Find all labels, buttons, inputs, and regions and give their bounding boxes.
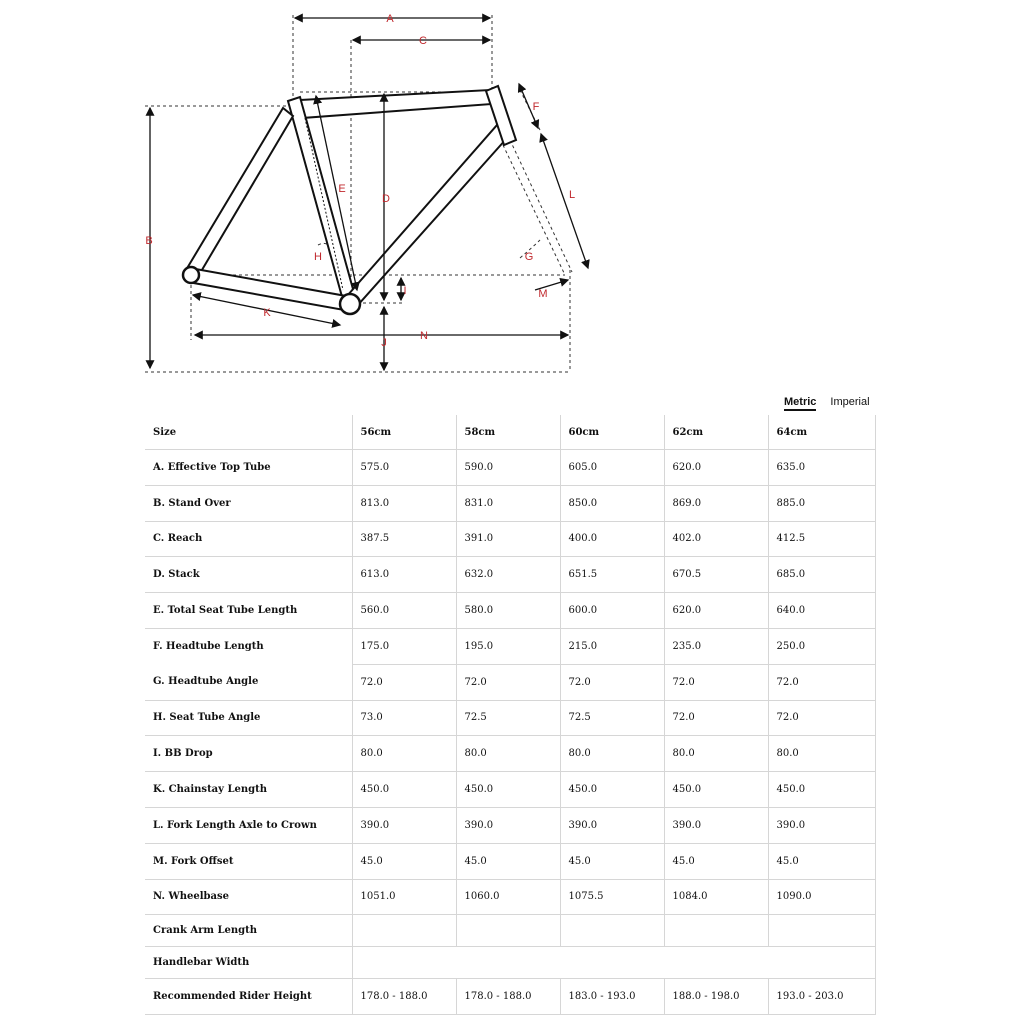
row-value: 391.0 xyxy=(456,521,560,557)
row-label: Handlebar Width xyxy=(145,947,352,979)
row-value: 72.0 xyxy=(768,664,875,700)
row-value: 402.0 xyxy=(664,521,768,557)
row-value: 80.0 xyxy=(456,736,560,772)
table-header-row xyxy=(145,415,875,450)
imperial-option[interactable]: Imperial xyxy=(830,396,870,408)
row-value: 600.0 xyxy=(560,593,664,629)
table-row xyxy=(145,700,875,736)
row-value: 450.0 xyxy=(664,772,768,808)
row-value: 575.0 xyxy=(352,450,456,486)
row-value: 450.0 xyxy=(560,772,664,808)
row-value: 175.0 xyxy=(352,628,456,664)
table-row xyxy=(145,521,875,557)
row-value: 869.0 xyxy=(664,485,768,521)
table-row xyxy=(145,450,875,486)
header-size-64: 64cm xyxy=(768,415,875,450)
table-row xyxy=(145,879,875,915)
row-label: C. Reach xyxy=(145,521,352,557)
row-label: I. BB Drop xyxy=(145,736,352,772)
row-value: 183.0 - 193.0 xyxy=(560,979,664,1015)
row-label: E. Total Seat Tube Length xyxy=(145,593,352,629)
dim-label-m: M xyxy=(538,288,548,300)
row-value: 885.0 xyxy=(768,485,875,521)
table-row xyxy=(145,843,875,879)
row-value-empty xyxy=(352,947,875,979)
row-value: 72.5 xyxy=(456,700,560,736)
table-row xyxy=(145,807,875,843)
row-value: 850.0 xyxy=(560,485,664,521)
row-label: A. Effective Top Tube xyxy=(145,450,352,486)
dimension-guides xyxy=(145,15,572,372)
row-value: 590.0 xyxy=(456,450,560,486)
row-value: 651.5 xyxy=(560,557,664,593)
row-value: 390.0 xyxy=(560,807,664,843)
row-label: M. Fork Offset xyxy=(145,843,352,879)
row-value xyxy=(352,915,456,947)
row-value: 45.0 xyxy=(456,843,560,879)
row-value: 450.0 xyxy=(456,772,560,808)
row-value: 387.5 xyxy=(352,521,456,557)
row-value: 831.0 xyxy=(456,485,560,521)
row-label: F. Headtube Length xyxy=(153,641,264,653)
row-label: B. Stand Over xyxy=(145,485,352,521)
row-value: 45.0 xyxy=(560,843,664,879)
dim-label-d: D xyxy=(382,193,390,205)
table-row xyxy=(145,915,875,947)
header-size-60: 60cm xyxy=(560,415,664,450)
row-value: 80.0 xyxy=(768,736,875,772)
dim-label-g: G xyxy=(524,251,534,263)
row-value: 580.0 xyxy=(456,593,560,629)
header-size-58: 58cm xyxy=(456,415,560,450)
row-value: 188.0 - 198.0 xyxy=(664,979,768,1015)
frame-geometry-diagram xyxy=(0,0,1020,390)
dim-label-n: N xyxy=(420,330,428,342)
row-value: 178.0 - 188.0 xyxy=(456,979,560,1015)
row-value: 560.0 xyxy=(352,593,456,629)
row-value: 1084.0 xyxy=(664,879,768,915)
row-value: 80.0 xyxy=(664,736,768,772)
dim-label-j: J xyxy=(381,337,387,349)
row-value: 450.0 xyxy=(768,772,875,808)
row-value xyxy=(768,915,875,947)
row-label: N. Wheelbase xyxy=(145,879,352,915)
row-value: 72.0 xyxy=(560,664,664,700)
row-value: 390.0 xyxy=(456,807,560,843)
row-value: 450.0 xyxy=(352,772,456,808)
row-value: 73.0 xyxy=(352,700,456,736)
row-value xyxy=(560,915,664,947)
dim-label-c: C xyxy=(419,35,427,47)
row-value: 193.0 - 203.0 xyxy=(768,979,875,1015)
dim-label-h: H xyxy=(314,251,322,263)
table-row xyxy=(145,628,875,664)
dim-label-k: K xyxy=(263,307,271,319)
row-value: 813.0 xyxy=(352,485,456,521)
row-value: 250.0 xyxy=(768,628,875,664)
dim-label-f: F xyxy=(532,101,540,113)
row-value: 390.0 xyxy=(664,807,768,843)
table-row xyxy=(145,772,875,808)
row-value: 72.0 xyxy=(352,664,456,700)
header-size: Size xyxy=(145,415,352,450)
row-value: 195.0 xyxy=(456,628,560,664)
unit-toggle xyxy=(784,396,870,411)
row-value: 390.0 xyxy=(352,807,456,843)
table-row xyxy=(145,485,875,521)
row-label: Crank Arm Length xyxy=(145,915,352,947)
row-value: 45.0 xyxy=(352,843,456,879)
table-row xyxy=(145,593,875,629)
table-row xyxy=(145,664,875,700)
row-value: 72.5 xyxy=(560,700,664,736)
row-value: 72.0 xyxy=(664,700,768,736)
row-value: 72.0 xyxy=(664,664,768,700)
metric-option[interactable]: Metric xyxy=(784,396,816,411)
row-value: 235.0 xyxy=(664,628,768,664)
row-value: 178.0 - 188.0 xyxy=(352,979,456,1015)
row-value: 640.0 xyxy=(768,593,875,629)
row-value: 605.0 xyxy=(560,450,664,486)
row-value xyxy=(664,915,768,947)
row-value: 412.5 xyxy=(768,521,875,557)
table-row xyxy=(145,736,875,772)
row-value: 80.0 xyxy=(352,736,456,772)
table-row xyxy=(145,979,875,1015)
row-value: 215.0 xyxy=(560,628,664,664)
row-label: L. Fork Length Axle to Crown xyxy=(145,807,352,843)
row-value: 390.0 xyxy=(768,807,875,843)
dim-label-a: A xyxy=(386,13,394,25)
dim-label-b: B xyxy=(145,235,153,247)
row-value: 45.0 xyxy=(768,843,875,879)
table-row xyxy=(145,947,875,979)
dim-label-e: E xyxy=(338,183,346,195)
row-value: 1075.5 xyxy=(560,879,664,915)
row-value: 1051.0 xyxy=(352,879,456,915)
row-label: G. Headtube Angle xyxy=(145,664,352,700)
bike-frame xyxy=(183,86,516,314)
row-value: 72.0 xyxy=(456,664,560,700)
geometry-table xyxy=(145,415,876,1015)
dim-label-l: L xyxy=(568,189,576,201)
row-value: 632.0 xyxy=(456,557,560,593)
row-value xyxy=(456,915,560,947)
table-row xyxy=(145,557,875,593)
dimension-arrows xyxy=(150,18,588,370)
row-label: D. Stack xyxy=(145,557,352,593)
header-size-62: 62cm xyxy=(664,415,768,450)
row-label: K. Chainstay Length xyxy=(145,772,352,808)
row-value: 670.5 xyxy=(664,557,768,593)
row-value: 72.0 xyxy=(768,700,875,736)
row-value: 635.0 xyxy=(768,450,875,486)
row-label: Recommended Rider Height xyxy=(145,979,352,1015)
row-value: 80.0 xyxy=(560,736,664,772)
row-label: H. Seat Tube Angle xyxy=(145,700,352,736)
row-value: 400.0 xyxy=(560,521,664,557)
header-size-56: 56cm xyxy=(352,415,456,450)
row-value: 1090.0 xyxy=(768,879,875,915)
row-value: 613.0 xyxy=(352,557,456,593)
row-value: 1060.0 xyxy=(456,879,560,915)
row-value: 45.0 xyxy=(664,843,768,879)
dim-label-i: I xyxy=(403,285,407,297)
row-value: 685.0 xyxy=(768,557,875,593)
row-value: 620.0 xyxy=(664,593,768,629)
row-value: 620.0 xyxy=(664,450,768,486)
